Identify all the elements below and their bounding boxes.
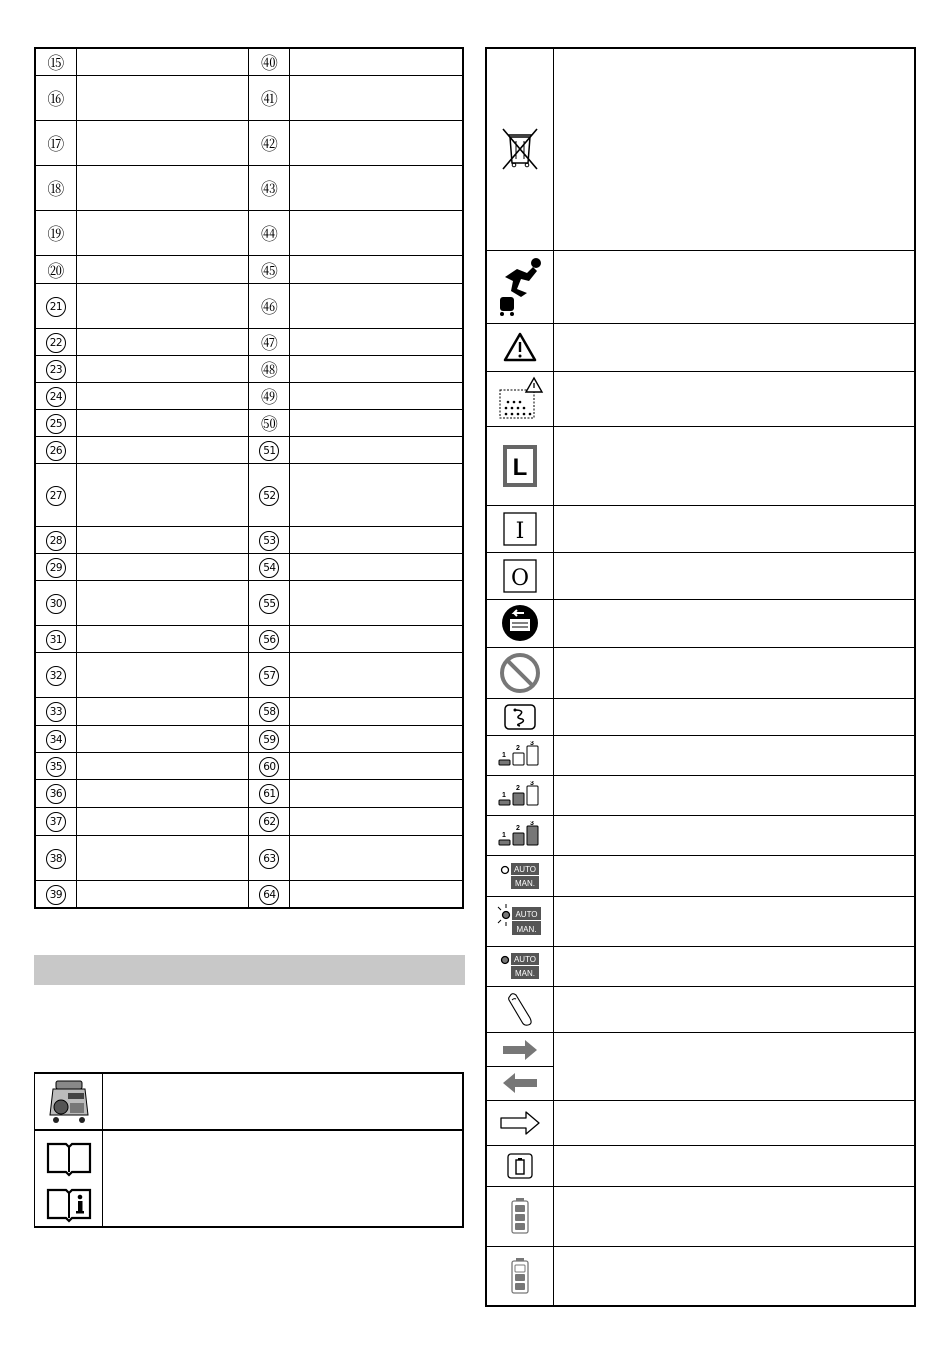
outline-arrow-icon: [498, 1110, 542, 1136]
prohibition-icon: [499, 652, 541, 694]
part-number: ⑮: [47, 54, 65, 75]
level-one-label: 1: [502, 792, 506, 799]
symbol-description: [554, 775, 916, 815]
part-description: [76, 652, 249, 697]
symbol-description: [554, 250, 916, 323]
auto-label: AUTO: [513, 864, 537, 874]
part-description: [290, 463, 463, 526]
symbol-description: [554, 599, 916, 647]
part-number: 25: [46, 414, 66, 434]
symbol-description: [554, 1186, 916, 1246]
part-description: [76, 580, 249, 625]
part-description: [290, 725, 463, 752]
table-row: [486, 599, 915, 647]
part-number: ㊷: [260, 135, 278, 155]
part-description: [76, 283, 249, 328]
table-row: [486, 1246, 915, 1306]
part-number: ㊸: [260, 180, 278, 200]
level-three-label: 3: [530, 781, 534, 787]
table-row: [486, 647, 915, 698]
table-row: [35, 697, 463, 725]
symbol-description: [554, 1032, 916, 1100]
dust-class-label: L: [512, 453, 528, 481]
table-row: [35, 725, 463, 752]
part-description: [76, 382, 249, 409]
part-number: 59: [259, 730, 279, 750]
part-number: ㊺: [260, 261, 278, 282]
man-label: MAN.: [515, 878, 535, 888]
part-number: ㊶: [260, 90, 278, 110]
table-row: [35, 1073, 464, 1130]
table-row: [35, 165, 463, 210]
table-row: [486, 48, 915, 250]
part-description: [290, 355, 463, 382]
part-number: 21: [46, 297, 66, 317]
auto-label: AUTO: [515, 910, 538, 919]
part-number: ⑳: [47, 261, 65, 282]
switch-off-label: O: [510, 565, 530, 591]
part-description: [76, 625, 249, 652]
symbol-description: [554, 505, 916, 552]
part-description: [76, 835, 249, 880]
symbol-description: [554, 1246, 916, 1306]
part-description: [76, 807, 249, 835]
symbol-description: [554, 946, 916, 986]
part-description: [290, 752, 463, 779]
part-description: [76, 725, 249, 752]
table-row: [35, 880, 463, 908]
part-number: ㊵: [260, 54, 278, 75]
part-number: 32: [46, 666, 66, 686]
table-row: [35, 255, 463, 283]
part-description: [290, 255, 463, 283]
part-number: 63: [259, 849, 279, 869]
part-description: [290, 526, 463, 553]
part-description: [290, 779, 463, 807]
part-number: 31: [46, 630, 66, 650]
symbol-description: [554, 698, 916, 735]
table-row: [35, 120, 463, 165]
part-description: [290, 210, 463, 255]
part-number: 30: [46, 594, 66, 614]
auto-man-on-icon: [499, 951, 541, 981]
part-description: [290, 382, 463, 409]
auto-man-off-icon: [499, 861, 541, 891]
level-two-label: 2: [516, 825, 520, 832]
part-number: 64: [259, 885, 279, 905]
symbol-description: [554, 896, 916, 946]
part-description: [290, 75, 463, 120]
auto-label: AUTO: [513, 955, 537, 964]
battery-empty-icon: [506, 1152, 534, 1180]
table-row: [486, 946, 915, 986]
table-row: [35, 463, 463, 526]
symbol-description: [103, 1073, 464, 1130]
symbol-description: [554, 986, 916, 1032]
table-row: [35, 75, 463, 120]
part-description: [76, 553, 249, 580]
part-description: [76, 255, 249, 283]
part-number: ㊼: [260, 334, 278, 354]
table-row: [486, 855, 915, 896]
table-row: [35, 625, 463, 652]
part-number: 37: [46, 812, 66, 832]
part-description: [76, 779, 249, 807]
level-two-label: 2: [516, 745, 520, 752]
symbol-description: [554, 735, 916, 775]
symbol-description: [103, 1130, 464, 1227]
part-description: [76, 328, 249, 355]
part-number: 23: [46, 360, 66, 380]
symbol-description: [554, 323, 916, 371]
part-number: ㊻: [260, 298, 278, 318]
table-row: [486, 1186, 915, 1246]
symbol-description: [554, 647, 916, 698]
part-number: 54: [259, 558, 279, 578]
man-label: MAN.: [516, 925, 537, 934]
part-description: [76, 48, 249, 75]
table-row: [486, 1145, 915, 1186]
warning-symbols-table: [485, 47, 916, 1307]
part-number: 29: [46, 558, 66, 578]
table-row: [35, 283, 463, 328]
dust-warning-icon: [496, 376, 544, 422]
switch-off-icon: [502, 558, 538, 594]
table-row: [486, 775, 915, 815]
switch-on-icon: [502, 511, 538, 547]
part-description: [290, 697, 463, 725]
part-number: ㊾: [260, 388, 278, 408]
table-row: [486, 986, 915, 1032]
dust-class-l-icon: [501, 443, 539, 489]
part-description: [290, 120, 463, 165]
parts-number-table: [34, 47, 464, 909]
table-row: [35, 580, 463, 625]
part-number: 27: [46, 486, 66, 506]
part-number: ㊿: [260, 415, 278, 435]
part-number: 53: [259, 531, 279, 551]
part-number: 36: [46, 784, 66, 804]
level-one-label: 1: [502, 752, 506, 759]
level-three-label: 3: [530, 741, 534, 747]
symbol-description: [554, 1100, 916, 1145]
part-description: [76, 409, 249, 436]
part-number: ⑱: [47, 180, 65, 200]
crossed-out-bin-icon: [500, 127, 540, 171]
direction-arrows-icon: [487, 1033, 553, 1100]
part-number: ㊽: [260, 361, 278, 381]
symbol-description: [554, 815, 916, 855]
table-row: [35, 409, 463, 436]
switch-on-label: I: [515, 518, 525, 544]
part-description: [76, 697, 249, 725]
part-description: [76, 880, 249, 908]
part-description: [290, 625, 463, 652]
battery-charging-icon: [510, 1257, 530, 1295]
level-2-icon: [497, 781, 543, 809]
symbol-description: [554, 552, 916, 599]
part-number: 28: [46, 531, 66, 551]
part-description: [290, 580, 463, 625]
part-description: [76, 165, 249, 210]
table-row: [35, 382, 463, 409]
table-row: [35, 210, 463, 255]
part-description: [290, 880, 463, 908]
part-number: ⑲: [47, 225, 65, 245]
finger-touch-icon: [504, 990, 536, 1028]
table-row: [35, 752, 463, 779]
part-number: 52: [259, 486, 279, 506]
part-number: 24: [46, 387, 66, 407]
part-number: ⑰: [47, 135, 65, 155]
part-number: 26: [46, 441, 66, 461]
part-description: [290, 165, 463, 210]
symbol-description: [554, 1145, 916, 1186]
table-row: [486, 735, 915, 775]
symbol-description: [554, 371, 916, 426]
symbol-description: [554, 48, 916, 250]
vacuum-cleaner-icon: [46, 1077, 92, 1127]
table-row: [35, 553, 463, 580]
part-description: [290, 436, 463, 463]
table-row: [486, 1032, 915, 1100]
part-description: [76, 120, 249, 165]
auto-man-blinking-icon: [497, 901, 543, 941]
battery-partial-icon: [510, 1197, 530, 1235]
table-row: [35, 1130, 464, 1227]
part-description: [76, 355, 249, 382]
part-number: 57: [259, 666, 279, 686]
part-number: ㊹: [260, 225, 278, 245]
part-number: 55: [259, 594, 279, 614]
part-description: [76, 752, 249, 779]
symbol-description: [554, 426, 916, 505]
part-description: [76, 526, 249, 553]
part-number: 62: [259, 812, 279, 832]
table-row: [486, 426, 915, 505]
table-row: [486, 815, 915, 855]
part-description: [290, 48, 463, 75]
part-number: 56: [259, 630, 279, 650]
part-number: 51: [259, 441, 279, 461]
part-number: 39: [46, 885, 66, 905]
table-row: [35, 48, 463, 75]
part-description: [290, 807, 463, 835]
table-row: [486, 250, 915, 323]
level-one-label: 1: [502, 832, 506, 839]
part-description: [290, 835, 463, 880]
table-row: [486, 698, 915, 735]
filter-cleaning-icon: [500, 603, 540, 643]
table-row: [486, 323, 915, 371]
part-number: ⑯: [47, 90, 65, 110]
part-description: [290, 283, 463, 328]
part-number: 33: [46, 702, 66, 722]
general-symbols-table: [34, 1072, 464, 1228]
table-row: [486, 371, 915, 426]
slip-hazard-icon: [495, 255, 545, 319]
part-description: [290, 652, 463, 697]
table-row: [35, 526, 463, 553]
part-number: 34: [46, 730, 66, 750]
read-manual-icon: [43, 1134, 95, 1224]
part-description: [290, 328, 463, 355]
symbol-description: [554, 855, 916, 896]
part-number: 60: [259, 757, 279, 777]
part-description: [76, 210, 249, 255]
part-description: [290, 409, 463, 436]
section-heading-bar: [34, 955, 465, 985]
table-row: [486, 1100, 915, 1145]
part-number: 38: [46, 849, 66, 869]
man-label: MAN.: [515, 969, 535, 978]
part-number: 58: [259, 702, 279, 722]
part-description: [290, 553, 463, 580]
warning-triangle-icon: [502, 331, 538, 363]
level-two-label: 2: [516, 785, 520, 792]
part-number: 35: [46, 757, 66, 777]
part-number: 61: [259, 784, 279, 804]
table-row: [35, 779, 463, 807]
table-row: [486, 552, 915, 599]
part-description: [76, 75, 249, 120]
table-row: [35, 807, 463, 835]
level-1-icon: [497, 741, 543, 769]
table-row: [35, 436, 463, 463]
table-row: [35, 835, 463, 880]
table-row: [35, 328, 463, 355]
level-3-icon: [497, 821, 543, 849]
suction-power-icon: [503, 703, 537, 731]
level-three-label: 3: [530, 821, 534, 827]
table-row: [486, 505, 915, 552]
part-description: [76, 463, 249, 526]
table-row: [35, 652, 463, 697]
part-description: [76, 436, 249, 463]
table-row: [35, 355, 463, 382]
table-row: [486, 896, 915, 946]
part-number: 22: [46, 333, 66, 353]
